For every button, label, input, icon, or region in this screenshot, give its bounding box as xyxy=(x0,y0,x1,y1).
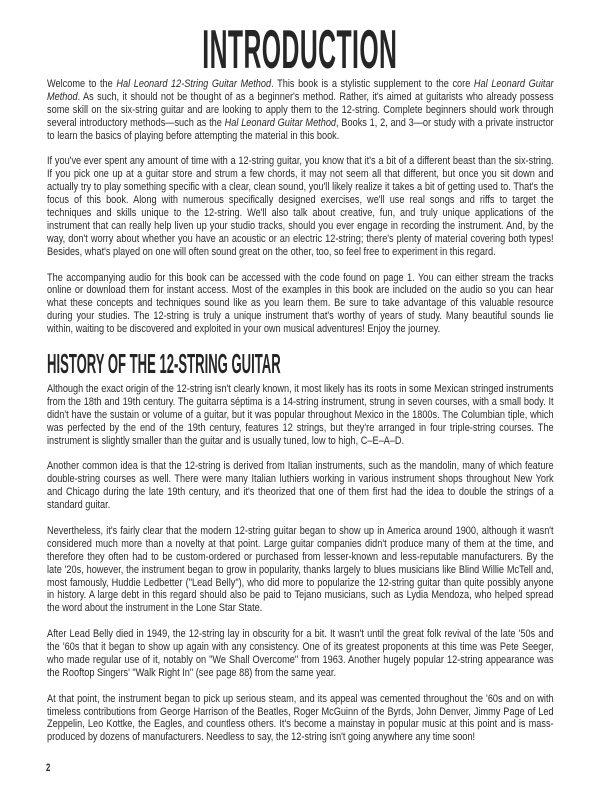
text-run: Welcome to the xyxy=(47,78,117,90)
intro-paragraph-1 xyxy=(47,78,554,143)
history-paragraph: At that point, the instrument began to pick up serious steam, and its appeal was cemented throughout the '60s and on with timeless contributions from George Harrison of the Beatles, Roger McGuinn of the Byrds, John Denver, Jimmy Page of Led Zeppelin, Leo Kottke, the Eagles, and countless others. It's become a mainstay in popular music at this point and is mass-produced by dozens of manufacturers. Needless to say, the 12-string isn't going anywhere any time soon! xyxy=(47,692,554,744)
book-title-italic: Hal Leonard 12-String Guitar Method xyxy=(116,78,272,90)
text-run: . This book is a stylistic supplement to the core xyxy=(271,78,474,90)
history-paragraph: After Lead Belly died in 1949, the 12-string lay in obscurity for a bit. It wasn't until the great folk revival of the late '50s and the '60s that it began to show up again with any consistency. One of its greatest proponents at this time was Pete Seeger, who made regular use of it, notably on "We Shall Overcome" from 1963. Another hugely popular 12-string appearance was the Rooftop Singers' "Walk Right In" (see page 88) from the same year. xyxy=(47,628,554,679)
history-paragraph: Another common idea is that the 12-string is derived from Italian instruments, such as the mandolin, many of which feature double-string courses as well. There were many Italian luthiers working in various instrument shops throughout New York and Chicago during the late 19th century, and it's theorized that one of them first had the idea to double the strings of a standard guitar. xyxy=(47,460,554,512)
text-run: . As such, it should not be thought of as a beginner's method. Rather, it's aimed at guitarists who already possess some skill on the six-string guitar and are looking to apply them to the 12-string. Complete beginners should work through several introductory methods—such as the xyxy=(47,90,554,129)
intro-paragraph-2: If you've ever spent any amount of time with a 12-string guitar, you know that it's a bit of a different beast than the six-string. If you pick one up at a guitar store and strum a few chords, it may not seem all that different, but once you sit down and actually try to play something specific with a clear, clean sound, you'll likely realize it takes a bit of getting used to. That's the focus of this book. Along with numerous specifically designed exercises, we'll use real songs and riffs to target the techniques and skills unique to the 12-string. We'll also talk about creative, fun, and truly unique applications of the instrument that can really help liven up your studio tracks, should you ever engage in recording the instrument. And, by the way, don't worry about whether you have an acoustic or an electric 12-string; there's plenty of material covering both types! Besides, what's played on one will often sound great on the other, too, so feel free to experiment in this regard. xyxy=(47,155,554,258)
book-title-italic: Hal Leonard Guitar Method xyxy=(224,116,337,129)
intro-paragraph-3: The accompanying audio for this book can be accessed with the code found on page 1. You can either stream the tracks online or download them for instant access. Most of the examples in this book are included on the audio so you can hear what these concepts and techniques sound like as you learn them. Be sure to take advantage of this valuable resource during your studies. The 12-string is truly a unique instrument that's worthy of years of study. Many beautiful sounds lie within, waiting to be discovered and exploited in your own musical adventures! Enjoy the journey. xyxy=(47,271,554,336)
history-paragraph: Nevertheless, it's fairly clear that the modern 12-string guitar began to show up in America around 1900, although it wasn't considered much more than a novelty at that point. Large guitar companies didn't produce many of them at the time, and therefore they often had to be custom-ordered or purchased from lesser-known and less-reputable manufacturers. By the late '20s, however, the instrument began to grow in popularity, thanks largely to blues musicians like Blind Willie McTell and, most famously, Huddie Ledbetter ("Lead Belly"), who did more to popularize the 12-string guitar than quite possibly anyone in history. A large debt in this regard should also be paid to Tejano musicians, such as Lydia Mendoza, who helped spread the word about the instrument in the Lone Star State. xyxy=(47,524,554,615)
text-run: , Books 1, 2, and 3—or study with a private instructor to learn the basics of playing before attempting the material in this book. xyxy=(47,116,554,142)
section-heading-history: HISTORY OF THE 12-STRING GUITAR xyxy=(47,347,281,379)
history-paragraph: Although the exact origin of the 12-string isn't clearly known, it most likely has its roots in some Mexican stringed instruments from the 18th and 19th century. The guitarra séptima is a 14-string instrument, strung in seven courses, with a small body. It didn't have the sustain or volume of a guitar, but it was popular throughout Mexico in the 1800s. The Columbian tiple, which was perfected by the end of the 19th century, features 12 strings, but they're arranged in four triple-string courses. The instrument is slightly smaller than the guitar and is usually tuned, low to high, C–E–A–D. xyxy=(47,382,554,447)
body-column xyxy=(47,78,554,757)
book-title-italic: Hal Leonard Guitar Method xyxy=(47,78,554,103)
page-title xyxy=(0,18,600,80)
page-title-text: INTRODUCTION xyxy=(202,18,398,80)
page-number: 2 xyxy=(46,762,51,774)
